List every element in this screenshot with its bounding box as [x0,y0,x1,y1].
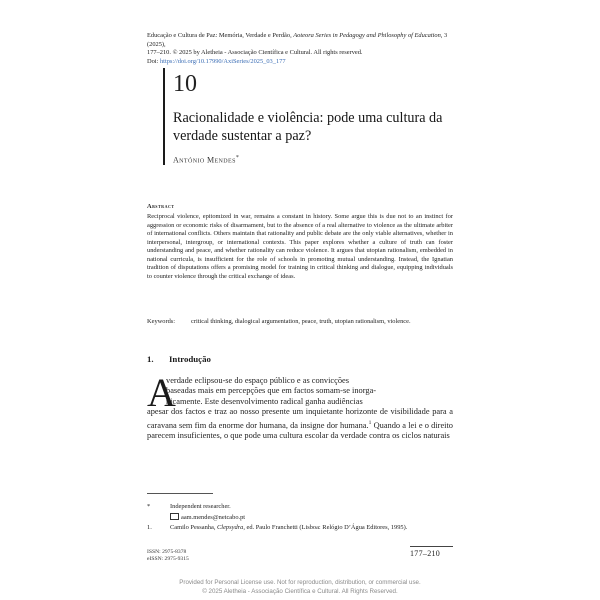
header-series: Aoteora Series in Pedagogy and Philosophy of Education [293,32,441,39]
footnote-author-mark: * [147,503,151,510]
body-text [147,370,453,441]
envelope-icon [170,513,179,520]
body-paragraph [147,407,453,441]
keywords-label: Keywords: [147,318,176,325]
chapter-number: 10 [173,71,197,97]
issn-print: ISSN: 2975-8378 [147,549,187,555]
header-copyright: 177–210. © 2025 by Aletheia - Associação Científica e Cultural. All rights reserved. [147,49,363,57]
footnote-1 [147,524,453,533]
license-line-1: Provided for Personal License use. Not for reproduction, distribution, or commercial use. [179,579,421,586]
section-title: Introdução [169,354,211,364]
section-heading [147,354,211,364]
chapter-author [173,155,239,165]
footnote-ref-1[interactable]: 1 [368,419,372,426]
abstract-text: Reciprocal violence, epitomized in war, remains a constant in history. Some argue this is due not to an instinct for aggression or economic risks of disarmament, but to the absence of a real alternative to violence as the ultimate arbiter of international conflicts. Others maintain that rationality and public debate are the only viable alternatives, whether in interpersonal, intergroup, or international contexts. This paper explores whether a culture of truth can foster understanding and peace, and whether rationality can reduce violence. It argues that utopian rationalism, embedded in national curricula, is insufficient for the role of schools in promoting mutual understanding. Instead, the Ignatian tradition of disputations offers a promising model for training in critical thinking and dialogue, equipping individuals to counter violence through the critical exchange of ideas. [147,213,453,280]
drop-cap: A [147,370,176,415]
body-line-2: baseadas mais em percepções que em factos somam-se inorga- [166,386,377,396]
body-rest: apesar dos factos e traz ao nosso presente um inquietante horizonte de visibilidade para a caravana sem fim da enorme dor humana, da insigne dor humana. [147,407,453,430]
keywords-text: critical thinking, dialogical argumentation, peace, truth, utopian rationalism, violence. [191,318,411,325]
footnote-author [147,503,245,522]
page-range-rule [410,546,453,547]
issn-electronic: eISSN: 2975-9315 [147,556,189,562]
section-number: 1. [147,354,154,364]
footnote-rule [147,493,213,494]
license-notice [0,578,600,596]
author-footnote-mark: * [235,155,240,161]
footnote-1-work: Clepsydra [217,524,244,531]
author-name: António Mendes [173,155,236,165]
footnote-1-text-b: , ed. Paulo Franchetti (Lisboa: Relógio D’Água Editores, 1995). [243,524,408,531]
license-line-2: © 2025 Aletheia - Associação Científica e Cultural. All Rights Reserved. [202,588,398,595]
footnote-author-affiliation: Independent researcher. [170,503,231,510]
abstract-heading: Abstract [147,203,175,210]
body-line-1: verdade eclipsou-se do espaço público e as convicções [166,376,350,385]
header-doi-link[interactable]: https://doi.org/10.17990/AxiSeries/2025_03_177 [159,58,286,66]
body-line-3: nicamente. Este desenvolvimento radical ganha audiências [166,396,363,406]
body-rest-2: Quando a lei e o direito parecem insuficientes, o que pode uma cultura escolar da verdade contra os ciclos naturais [147,420,453,440]
header-source: Educação e Cultura de Paz: Memória, Verdade e Perdão, [147,32,294,39]
header-doi-label: Doi: [147,58,160,66]
header-volume: , 3 (2025), [147,32,448,48]
page-range: 177–210 [410,549,441,558]
footnote-1-text-a: Camilo Pessanha, [170,524,218,531]
issn-block [147,549,189,563]
chapter-rule [163,68,165,165]
footnote-1-mark: 1. [147,524,152,531]
chapter-title: Racionalidade e violência: pode uma cultura da verdade sustentar a paz? [173,110,443,144]
running-header [147,32,453,67]
footnote-author-email[interactable]: aam.mendes@netcabo.pt [181,513,246,521]
